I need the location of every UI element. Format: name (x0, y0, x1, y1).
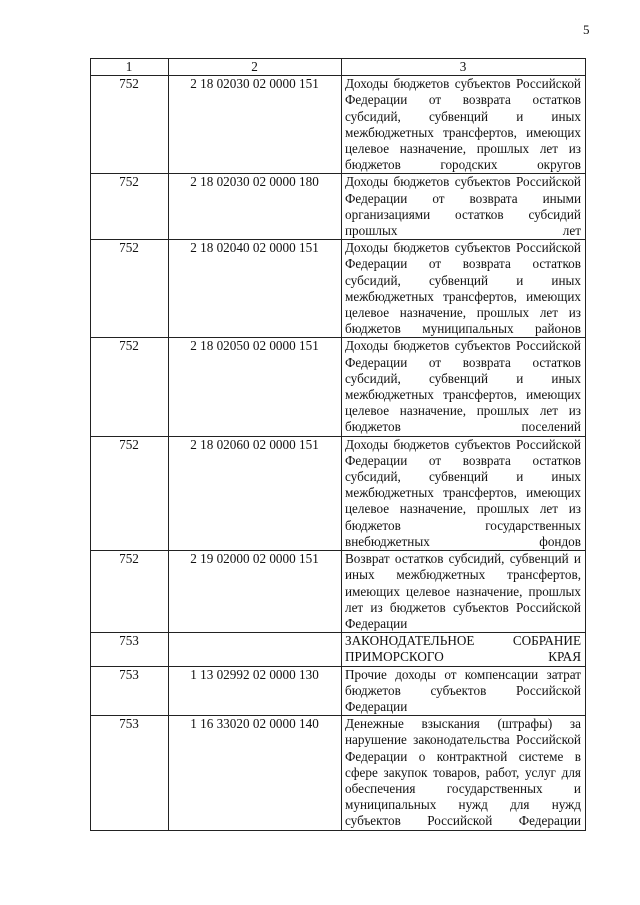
kbk-code-cell: 1 16 33020 02 0000 140 (169, 716, 342, 830)
description-cell: Возврат остатков субсидий, субвенций и иных межбюджетных трансфертов, имеющих целевое назначение, прошлых лет из бюджетов субъектов Российской Федерации (342, 551, 586, 633)
kbk-code-cell (169, 633, 342, 666)
admin-code-cell: 752 (91, 436, 169, 550)
description-cell: Доходы бюджетов субъектов Российской Федерации от возврата остатков субсидий, субвенций и иных межбюджетных трансфертов, имеющих целевое назначение, прошлых лет из бюджетов государственных внебюджетных фондов (342, 436, 586, 550)
kbk-code-cell: 2 18 02060 02 0000 151 (169, 436, 342, 550)
kbk-code-cell: 2 18 02050 02 0000 151 (169, 338, 342, 436)
admin-code-cell: 753 (91, 633, 169, 666)
admin-code-cell: 752 (91, 551, 169, 633)
table-row (91, 240, 586, 338)
kbk-code-cell: 1 13 02992 02 0000 130 (169, 666, 342, 716)
table-row (91, 338, 586, 436)
description-cell: Доходы бюджетов субъектов Российской Федерации от возврата остатков субсидий, субвенций и иных межбюджетных трансфертов, имеющих целевое назначение, прошлых лет из бюджетов городских округов (342, 76, 586, 174)
table-header-row (91, 59, 586, 76)
kbk-code-cell: 2 18 02030 02 0000 151 (169, 76, 342, 174)
kbk-code-cell: 2 19 02000 02 0000 151 (169, 551, 342, 633)
description-cell: ЗАКОНОДАТЕЛЬНОЕ СОБРАНИЕ ПРИМОРСКОГО КРАЯ (342, 633, 586, 666)
description-cell: Доходы бюджетов субъектов Российской Федерации от возврата иными организациями остатков субсидий прошлых лет (342, 174, 586, 240)
table-row (91, 76, 586, 174)
table-row (91, 174, 586, 240)
table-row (91, 666, 586, 716)
table-row (91, 633, 586, 666)
kbk-code-cell: 2 18 02040 02 0000 151 (169, 240, 342, 338)
header-col-3: 3 (342, 59, 586, 76)
revenue-codes-table (90, 58, 586, 831)
admin-code-cell: 753 (91, 666, 169, 716)
table-row (91, 551, 586, 633)
admin-code-cell: 753 (91, 716, 169, 830)
admin-code-cell: 752 (91, 240, 169, 338)
header-col-1: 1 (91, 59, 169, 76)
admin-code-cell: 752 (91, 76, 169, 174)
description-cell: Прочие доходы от компенсации затрат бюджетов субъектов Российской Федерации (342, 666, 586, 716)
page-number: 5 (583, 22, 590, 37)
kbk-code-cell: 2 18 02030 02 0000 180 (169, 174, 342, 240)
table-row (91, 716, 586, 830)
description-cell: Доходы бюджетов субъектов Российской Федерации от возврата остатков субсидий, субвенций и иных межбюджетных трансфертов, имеющих целевое назначение, прошлых лет из бюджетов муниципальных районов (342, 240, 586, 338)
header-col-2: 2 (169, 59, 342, 76)
admin-code-cell: 752 (91, 174, 169, 240)
description-cell: Денежные взыскания (штрафы) за нарушение законодательства Российской Федерации о контрактной системе в сфере закупок товаров, работ, услуг для обеспечения государственных и муниципальных нужд для нужд субъектов Российской Федерации (342, 716, 586, 830)
description-cell: Доходы бюджетов субъектов Российской Федерации от возврата остатков субсидий, субвенций и иных межбюджетных трансфертов, имеющих целевое назначение, прошлых лет из бюджетов поселений (342, 338, 586, 436)
table-row (91, 436, 586, 550)
admin-code-cell: 752 (91, 338, 169, 436)
